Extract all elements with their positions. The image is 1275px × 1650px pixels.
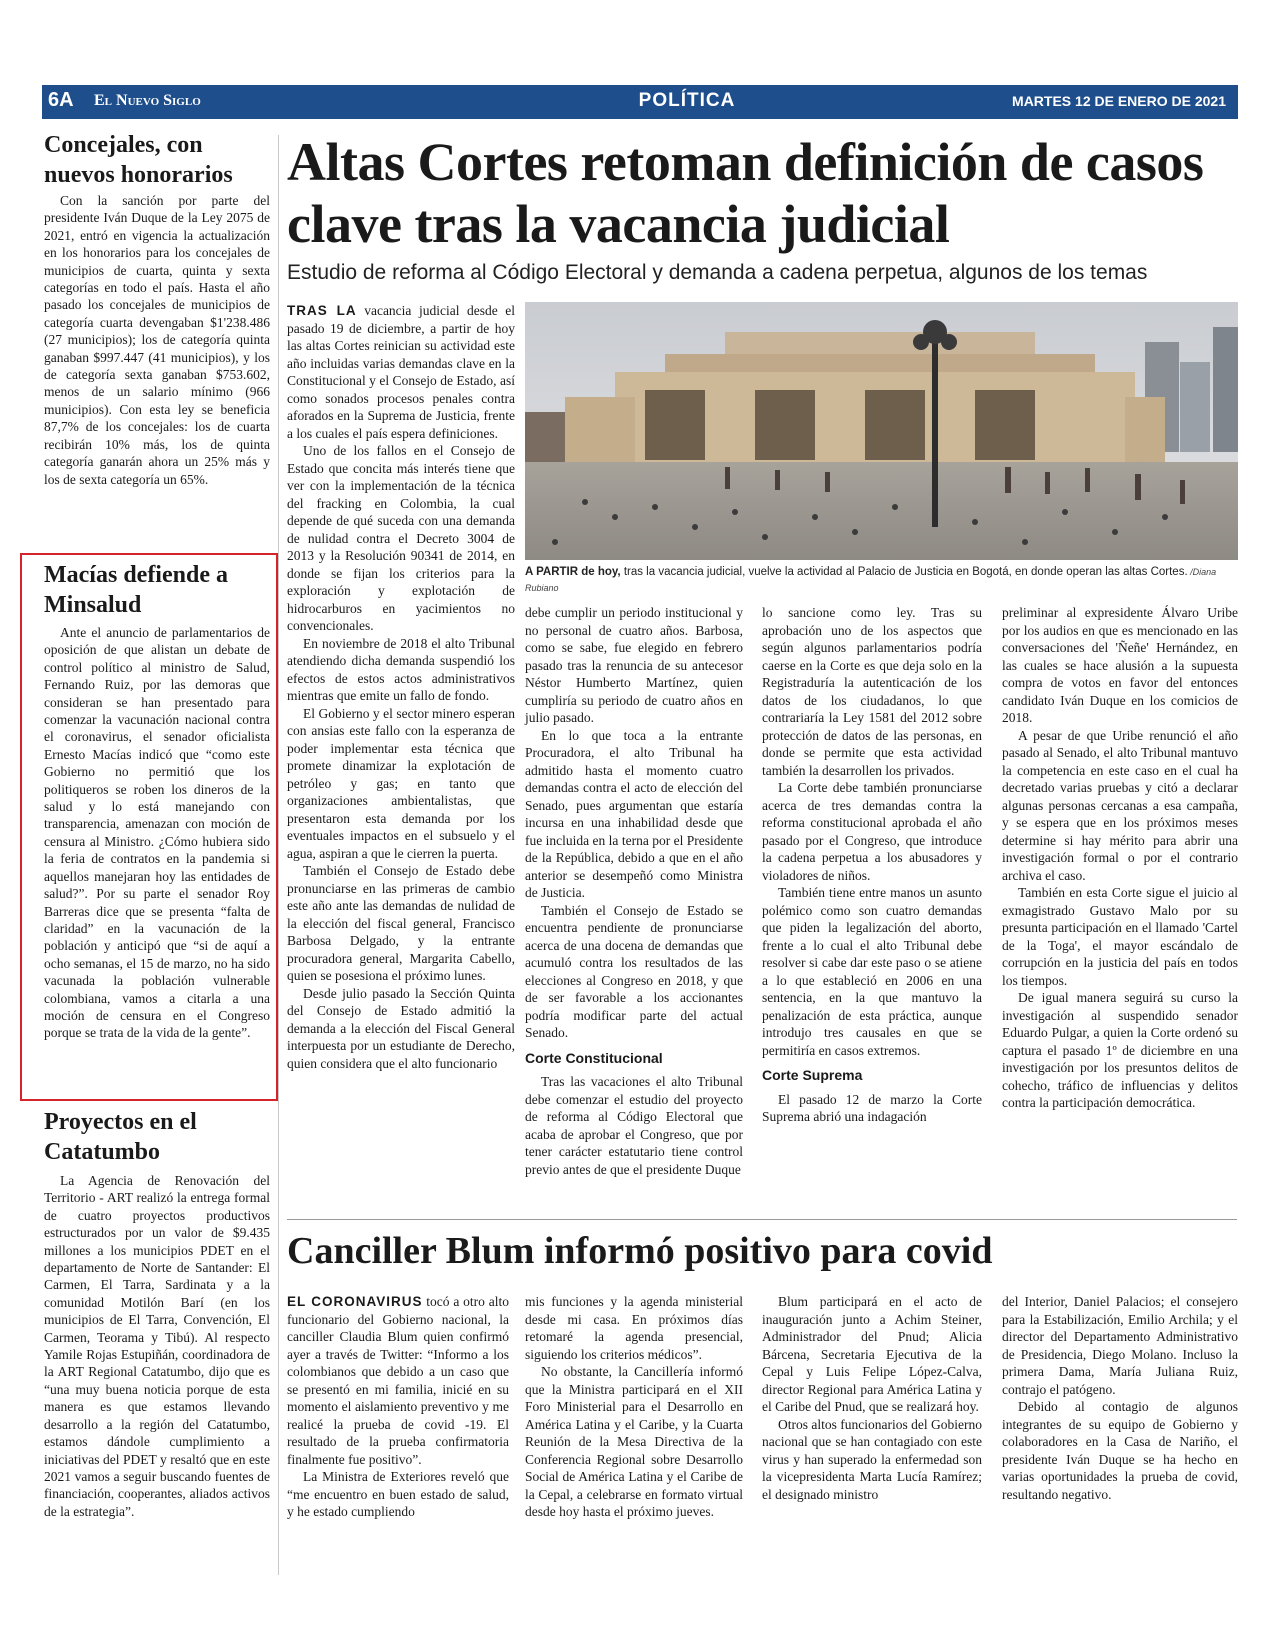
body-paragraph: preliminar al expresidente Álvaro Uribe por los audios en que es mencionado en las conversaciones del 'Ñeñe' Hernández, en las cuales se hace alusión a la supuesta compra de votos en favor del entonces candidato Iván Duque en los comicios de 2018.	[1002, 605, 1238, 725]
section-title: POLÍTICA	[638, 90, 736, 111]
body-paragraph: Tras las vacaciones el alto Tribunal debe comenzar el estudio del proyecto de reforma al Código Electoral que acaba de aprobar el Congreso, que por tener carácter estatutario tiene control previo antes de que el presidente Duque	[525, 1074, 743, 1177]
sidebar-paragraph: Ante el anuncio de parlamentarios de oposición de que alistan un debate de control político al ministro de Salud, Fernando Ruiz, por las demoras que consideran se han presentado para comenzar la vacunación nacional contra el coronavirus, el senador oficialista Ernesto Macías indicó que “como este Gobierno no permitió que los politiqueros se roben los dineros de la salud y lo está manejando con transparencia, amenazan con moción de censura al Ministro. ¿Cómo hubiera sido la feria de contratos en la pandemia si aquellos manejaran hoy las entidades de salud?”. Por su parte el senador Roy Barreras dice que se presenta “falta de claridad” en la vacunación de la población y anticipó que “si de aquí a ocho semanas, el 15 de marzo, no ha sido vacunada la población vulnerable colombiana, vamos a citarla a una moción de censura en el Congreso porque se trata de la vida de la gente”.	[44, 625, 270, 1041]
photo-illustration	[525, 302, 1238, 560]
body-paragraph: En noviembre de 2018 el alto Tribunal atendiendo dicha demanda suspendió los efectos de estos actos administrativos mientras que emite un fallo de fondo.	[287, 635, 515, 703]
body-paragraph: La Corte debe también pronunciarse acerca de tres demandas contra la reforma constitucional aprobada el año pasado por el Congreso, que introduce la cadena perpetua a los abusadores y violadores de niños.	[762, 780, 982, 883]
main-headline: Altas Cortes retoman definición de casos clave tras la vacancia judicial	[287, 132, 1204, 254]
sidebar-headline-concejales: Concejales, con nuevos honorarios	[44, 132, 233, 188]
main-column-1	[287, 302, 515, 1072]
newspaper-brand: El Nuevo Siglo	[94, 92, 201, 109]
subhead-corte-suprema: Corte Suprema	[762, 1067, 863, 1083]
second-column-2	[525, 1293, 743, 1521]
body-paragraph: EL CORONAVIRUS tocó a otro alto funcionario del Gobierno nacional, la canciller Claudia Blum quien confirmó ayer a través de Twitter: “Informo a los colombianos que debido a un caso que se presentó en mi familia, inicié en su momento el aislamiento preventivo y me realicé la prueba de covid -19. El resultado de la prueba confirmatoria finalmente fue positivo”.	[287, 1294, 509, 1467]
column-divider	[278, 135, 279, 1575]
body-paragraph: También en esta Corte sigue el juicio al exmagistrado Gustavo Malo por su presunta participación en el llamado 'Cartel de la Toga', el mayor escándalo de corrupción en la justicia del país en todos los tiempos.	[1002, 885, 1238, 988]
body-paragraph: La Ministra de Exteriores reveló que “me encuentro en buen estado de salud, y he estado cumpliendo	[287, 1469, 509, 1519]
body-paragraph: Debido al contagio de algunos integrantes de su equipo de Gobierno y colaboradores en la Casa de Nariño, el presidente Iván Duque se ha hecho en varias oportunidades la prueba de covid, resultando negativo.	[1002, 1399, 1238, 1502]
body-paragraph: En lo que toca a la entrante Procuradora, el alto Tribunal ha admitido hasta el momento cuatro demandas contra el acto de elección del Senado, pues argumentan que estaría incursa en una inhabilidad desde que fue incluida en la terna por el Presidente de la República, debido a que en el año anterior se desempeñó como Ministra de Justicia.	[525, 727, 743, 900]
body-paragraph: El Gobierno y el sector minero esperan con ansias este fallo con la esperanza de poder implementar esta técnica que promete dinamizar la explotación de petróleo y gas; en tanto que organizaciones ambientalistas, que presentaron esta demanda por los eventuales impactos en el subsuelo y el agua, aspiran a que le cierren la puerta.	[287, 705, 515, 861]
body-paragraph: Otros altos funcionarios del Gobierno nacional que se han contagiado con este virus y han superado la enfermedad son la vicepresidenta Marta Lucía Ramírez; el designado ministro	[762, 1416, 982, 1502]
issue-date: MARTES 12 DE ENERO DE 2021	[1012, 93, 1226, 109]
main-subheadline: Estudio de reforma al Código Electoral y demanda a cadena perpetua, algunos de los temas	[287, 261, 1148, 284]
body-paragraph: Desde julio pasado la Sección Quinta del Consejo de Estado admitió la demanda a la elección del Fiscal General interpuesta por un estudiante de Derecho, quien considera que el alto funcionario	[287, 985, 515, 1071]
body-paragraph: del Interior, Daniel Palacios; el consejero para la Estabilización, Emilio Archila; y el director del Departamento Administrativo de Presidencia, Diego Molano. Incluso la primera Dama, María Juliana Ruiz, contrajo el patógeno.	[1002, 1294, 1238, 1397]
body-paragraph: lo sancione como ley. Tras su aprobación uno de los aspectos que según algunos parlamentarios podría caerse en la Corte es que deja solo en la Registraduría la autenticación de los datos de los ciudadanos, lo que contrariaría la Ley 1581 del 2012 sobre protección de datos de las personas, en donde se permite que esta actividad también la desarrollen los privados.	[762, 605, 982, 778]
sidebar-article-macias	[44, 624, 270, 1042]
body-paragraph: TRAS LA vacancia judicial desde el pasado 19 de diciembre, a partir de hoy las altas Cortes reinician su actividad este año incluidas varias demandas clave en la Constitucional y el Consejo de Estado, así como sonados procesos penales contra aforados en la Suprema de Justicia, frente a los cuales el país espera definiciones.	[287, 303, 515, 441]
lead-in: EL CORONAVIRUS	[287, 1294, 423, 1309]
body-paragraph: También el Consejo de Estado debe pronunciarse en las primeras de cambio este año ante las demandas de nulidad de la elección del fiscal general, Francisco Barbosa Delgado, y la entrante procuradora general, Margarita Cabello, quien se posesiona el próximo lunes.	[287, 863, 515, 983]
caption-credit: /Diana Rubiano	[525, 567, 1217, 593]
body-paragraph: Blum participará en el acto de inauguración junto a Achim Steiner, Administrador del Pnud; Alicia Bárcena, Secretaria Ejecutiva de la Cepal y Luis Felipe López-Calva, director Regional para América Latina y el Caribe del Pnud, que se realizará hoy.	[762, 1294, 982, 1414]
palace-of-justice-photo	[525, 302, 1238, 560]
subhead-corte-constitucional: Corte Constitucional	[525, 1049, 663, 1066]
body-paragraph: debe cumplir un periodo institucional y no personal de cuatro años. Barbosa, como se sabe, fue elegido en febrero pasado tras la renuncia de su antecesor Néstor Humberto Martínez, quien cumpliría su periodo de cuatro años en julio pasado.	[525, 605, 743, 725]
sidebar-paragraph: Con la sanción por parte del presidente Iván Duque de la Ley 2075 de 2021, entró en vigencia la actualización en los honorarios para los concejales de municipios de cuarta, quinta y sexta categorías en todo el país. Hasta el año pasado los concejales de municipios de categoría cuarta devengaban $1'238.486 (27 municipios); los de categoría quinta ganaban $997.447 (41 municipios), y los de categoría sexta ganaban $753.602, menos de un salario mínimo (966 municipios). Con esta ley se beneficia 87,7% de los concejales: los de cuarta recibirán 10% más, los de quinta categoría ganarán ahora un 25% más y los de sexta categoría un 65%.	[44, 193, 270, 487]
body-paragraph: Uno de los fallos en el Consejo de Estado que concita más interés tiene que ver con la implementación de la técnica del fracking en Colombia, la cual depende de qué suceda con una demanda de nulidad contra el Decreto 3004 de 2013 y la Resolución 90341 de 2014, en donde se fijan los criterios para la exploración y explotación de hidrocarburos en yacimientos no convencionales.	[287, 443, 515, 633]
body-paragraph: No obstante, la Cancillería informó que la Ministra participará en el XII Foro Ministerial para el Desarrollo en América Latina y el Caribe, y la Cuarta Reunión de la Mesa Directiva de la Conferencia Regional sobre Desarrollo Social de América Latina y el Caribe de la Cepal, a celebrarse en formato virtual desde hoy hasta el próximo jueves.	[525, 1364, 743, 1519]
main-column-4	[1002, 604, 1238, 1112]
photo-caption	[525, 564, 1238, 596]
body-paragraph: También tiene entre manos un asunto polémico como son cuatro demandas que piden la legalización del aborto, frente a lo cual el alto Tribunal debe resolver si cabe dar este paso o se atiene a lo que estableció en 2006 en una sentencia, en la que mantuvo la penalización de esta práctica, aunque introdujo tres causales en que se permitiría en casos extremos.	[762, 885, 982, 1058]
page-header-bar	[42, 85, 1238, 119]
main-column-2	[525, 604, 743, 1178]
sidebar-headline-catatumbo: Proyectos en el Catatumbo	[44, 1109, 197, 1165]
second-column-4	[1002, 1293, 1238, 1503]
sidebar-paragraph: La Agencia de Renovación del Territorio - ART realizó la entrega formal de cuatro proyectos productivos estructurados por un valor de $9.435 millones a los municipios PDET en el departamento de Norte de Santander: El Carmen, El Tarra, Sardinata y a la comunidad Motilón Barí (en los municipios de El Tarra, Convención, El Carmen, Teorama y Tibú). Al respecto Yamile Rojas Estupiñán, coordinadora de la ART Regional Catatumbo, dijo que es “una muy buena noticia porque de esta manera es que estamos llevando desarrollo a la región del Catatumbo, estamos dándole cumplimiento a iniciativas del PDET y resaltó que en este 2021 vamos a seguir buscando fuentes de financiación, cooperantes, aliados activos de la estrategia”.	[44, 1173, 270, 1519]
second-column-3	[762, 1293, 982, 1503]
body-paragraph: A pesar de que Uribe renunció el año pasado al Senado, el alto Tribunal mantuvo la competencia en este caso en el cual ha decretado varias pruebas y citó a declarar algunas personas cercanas a esa campaña, y se espera que en los próximos meses determine si hay mérito para abrir una investigación formal o por el contrario archiva el caso.	[1002, 727, 1238, 883]
caption-lead: A PARTIR de hoy,	[525, 566, 621, 578]
body-paragraph: El pasado 12 de marzo la Corte Suprema abrió una indagación	[762, 1091, 982, 1124]
sidebar-article-catatumbo	[44, 1172, 270, 1520]
second-headline: Canciller Blum informó positivo para covid	[287, 1230, 993, 1272]
page-number: 6A	[48, 89, 74, 111]
story-divider	[287, 1219, 1237, 1220]
body-paragraph: También el Consejo de Estado se encuentra pendiente de pronunciarse acerca de una docena de demandas que acumuló contra los resultados de las elecciones al Congreso en 2018, y que de ser favorable a los accionantes podría modificar parte del actual Senado.	[525, 902, 743, 1040]
main-column-3	[762, 604, 982, 1126]
second-column-1	[287, 1293, 509, 1521]
body-paragraph: mis funciones y la agenda ministerial desde mi casa. En próximos días retomaré la agenda presencial, siguiendo los criterios médicos”.	[525, 1294, 743, 1362]
sidebar-article-concejales	[44, 192, 270, 488]
lead-in: TRAS LA	[287, 303, 357, 318]
caption-text: tras la vacancia judicial, vuelve la actividad al Palacio de Justicia en Bogotá, en donde operan las altas Cortes.	[620, 566, 1188, 578]
body-paragraph: De igual manera seguirá su curso la investigación al suspendido senador Eduardo Pulgar, a quien la Corte ordenó su captura el pasado 1º de diciembre en una investigación por los presuntos delitos de cohecho, tráfico de influencias y delitos contra la participación democrática.	[1002, 990, 1238, 1110]
sidebar-headline-macias: Macías defiende a Minsalud	[44, 562, 228, 618]
